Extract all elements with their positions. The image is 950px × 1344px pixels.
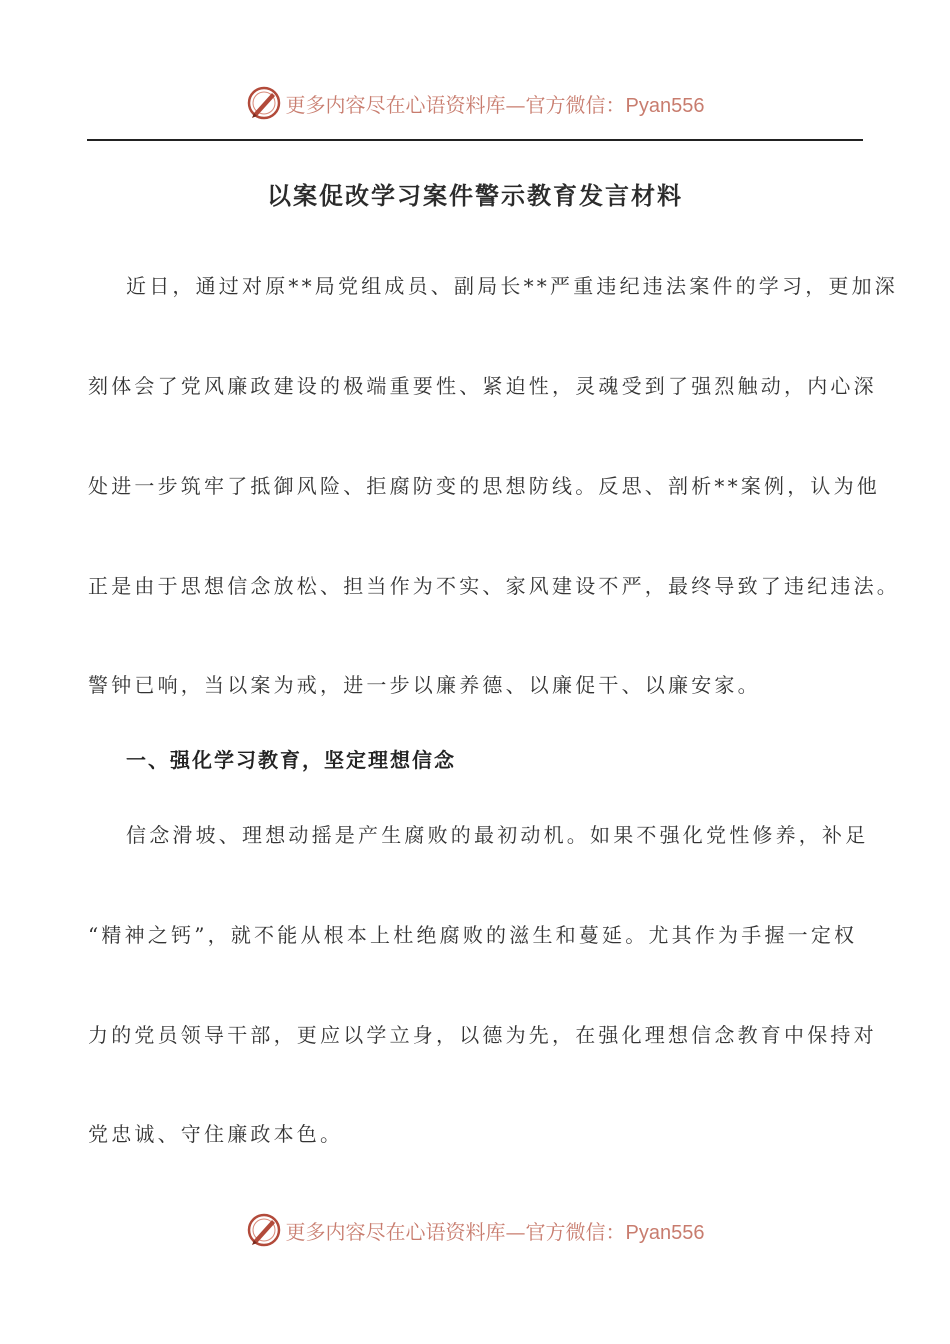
- banner-text: 更多内容尽在心语资料库—官方微信：Pyan556: [285, 1219, 705, 1244]
- paragraph-line: 处进一步筑牢了抵御风险、拒腐防变的思想防线。反思、剖析**案例，认为他: [88, 474, 880, 498]
- paragraph-line: 警钟已响，当以案为戒，进一步以廉养德、以廉促干、以廉安家。: [88, 673, 761, 697]
- header-divider: [87, 139, 863, 141]
- header-banner: [0, 83, 950, 123]
- banner-text: 更多内容尽在心语资料库—官方微信：Pyan556: [285, 92, 705, 117]
- paragraph-line: 刻体会了党风廉政建设的极端重要性、紧迫性，灵魂受到了强烈触动，内心深: [88, 374, 877, 398]
- section-heading: 一、强化学习教育，坚定理想信念: [126, 748, 456, 772]
- pen-logo-icon: [246, 85, 282, 121]
- paragraph-line: 力的党员领导干部，更应以学立身，以德为先，在强化理想信念教育中保持对: [88, 1023, 877, 1047]
- paragraph-line: 近日，通过对原**局党组成员、副局长**严重违纪违法案件的学习，更加深: [126, 274, 898, 298]
- paragraph-line: “精神之钙”，就不能从根本上杜绝腐败的滋生和蔓延。尤其作为手握一定权: [88, 923, 858, 947]
- paragraph-line: 党忠诚、守住廉政本色。: [88, 1122, 344, 1146]
- paragraph-line: 正是由于思想信念放松、担当作为不实、家风建设不严，最终导致了违纪违法。: [88, 574, 900, 598]
- pen-logo-icon: [246, 1212, 282, 1248]
- footer-banner: [0, 1210, 950, 1250]
- wechat-id: Pyan556: [625, 1221, 705, 1244]
- document-title: 以案促改学习案件警示教育发言材料: [267, 181, 683, 210]
- paragraph-line: 信念滑坡、理想动摇是产生腐败的最初动机。如果不强化党性修养，补足: [126, 823, 869, 847]
- wechat-id: Pyan556: [625, 94, 705, 117]
